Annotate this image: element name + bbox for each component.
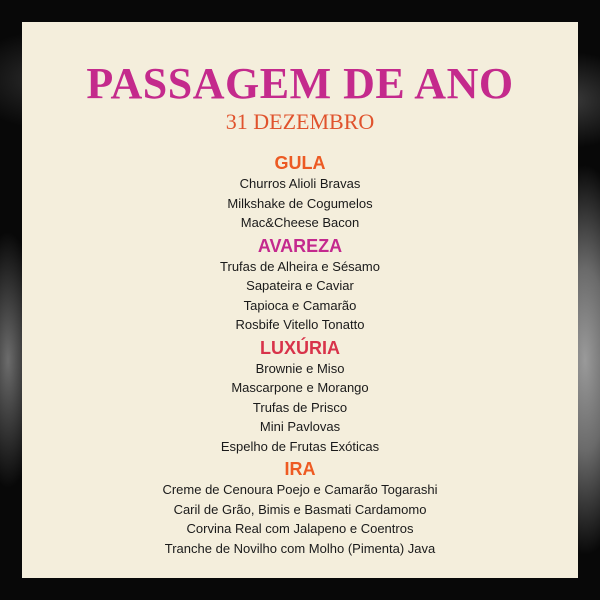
menu-date: 31 DEZEMBRO <box>225 109 375 134</box>
menu-title: PASSAGEM DE ANO <box>86 59 514 108</box>
menu-item: Creme de Cenoura Poejo e Camarão Togarashi <box>162 482 438 497</box>
menu-section-ira <box>22 458 578 558</box>
menu-item: Trufas de Prisco <box>252 399 348 415</box>
menu-card <box>22 22 578 578</box>
menu-item: Tapioca e Camarão <box>243 297 357 313</box>
menu-item: Mascarpone e Morango <box>231 380 369 395</box>
menu-item: Caril de Grão, Bimis e Basmati Cardamomo <box>173 501 427 517</box>
menu-section-gula <box>22 152 578 233</box>
menu-item: Sapateira e Caviar <box>246 278 354 293</box>
menu-item: Espelho de Frutas Exóticas <box>220 438 380 454</box>
menu-item: Milkshake de Cogumelos <box>227 195 373 211</box>
menu-item: Mini Pavlovas <box>259 419 341 434</box>
menu-item: Brownie e Miso <box>255 360 345 376</box>
section-heading: AVAREZA <box>257 235 343 256</box>
section-heading: LUXÚRIA <box>260 337 340 358</box>
menu-item: Churros Alioli Bravas <box>239 176 361 191</box>
menu-section-avareza <box>22 235 578 335</box>
section-heading: IRA <box>284 459 316 479</box>
menu-item: Rosbife Vitello Tonatto <box>235 317 365 332</box>
menu-item: Trufas de Alheira e Sésamo <box>220 258 380 274</box>
menu-item: Mac&Cheese Bacon <box>240 215 360 230</box>
menu-sections <box>22 152 578 558</box>
menu-item: Tranche de Novilho com Molho (Pimenta) Java <box>164 540 436 556</box>
menu-section-luxúria <box>22 337 578 457</box>
section-heading: GULA <box>274 153 326 173</box>
menu-item: Corvina Real com Jalapeno e Coentros <box>186 521 414 536</box>
